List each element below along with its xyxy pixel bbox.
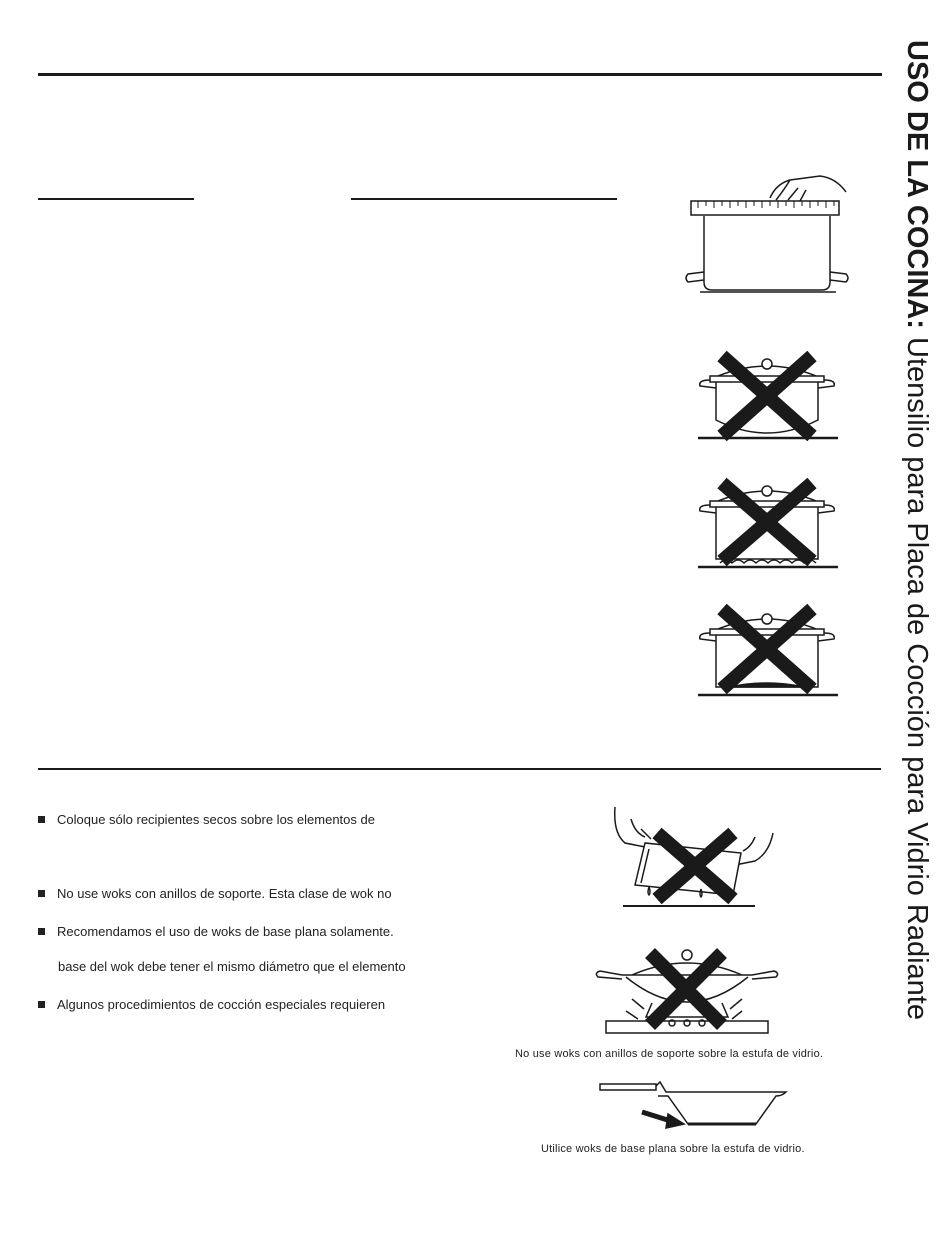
top-rule: [38, 73, 882, 76]
flat-wok-illustration: [596, 1078, 788, 1130]
bullet-square-icon: [38, 928, 45, 935]
section-divider: [38, 768, 881, 770]
bullet-flat-woks-continuation: base del wok debe tener el mismo diámetro que el elemento: [58, 959, 406, 974]
bullet-text: No use woks con anillos de soporte. Esta clase de wok no: [57, 886, 392, 901]
side-title: [902, 40, 931, 1020]
bullet-no-ring-woks: [38, 886, 392, 901]
bullet-square-icon: [38, 890, 45, 897]
bullet-square-icon: [38, 1001, 45, 1008]
warped-pan-crossed-illustration: [690, 350, 845, 445]
thick-base-pan-crossed-illustration: [690, 603, 845, 698]
bullet-text: Algunos procedimientos de cocción especiales requieren: [57, 997, 386, 1012]
side-title-bold: USO DE LA COCINA:: [901, 40, 933, 329]
flat-wok-caption: Utilice woks de base plana sobre la estufa de vidrio.: [541, 1143, 805, 1155]
side-title-regular: Utensilio para Placa de Cocción para Vidrio Radiante: [901, 328, 933, 1020]
wet-pan-crossed-illustration: [605, 803, 780, 913]
wok-ring-crossed-illustration: [592, 945, 782, 1037]
heading-underline-left: [38, 198, 194, 200]
bullet-text: Recomendamos el uso de woks de base plana solamente.: [57, 924, 394, 939]
flat-pan-ruler-illustration: [680, 168, 855, 300]
ring-wok-caption: No use woks con anillos de soporte sobre la estufa de vidrio.: [515, 1048, 824, 1060]
ridged-pan-crossed-illustration: [690, 475, 845, 570]
bullet-special-procedures: [38, 997, 385, 1012]
bullet-square-icon: [38, 816, 45, 823]
bullet-dry-pans: [38, 812, 375, 827]
bullet-text: Coloque sólo recipientes secos sobre los elementos de: [57, 812, 375, 827]
bullet-flat-woks: [38, 924, 394, 939]
heading-underline-right: [351, 198, 617, 200]
